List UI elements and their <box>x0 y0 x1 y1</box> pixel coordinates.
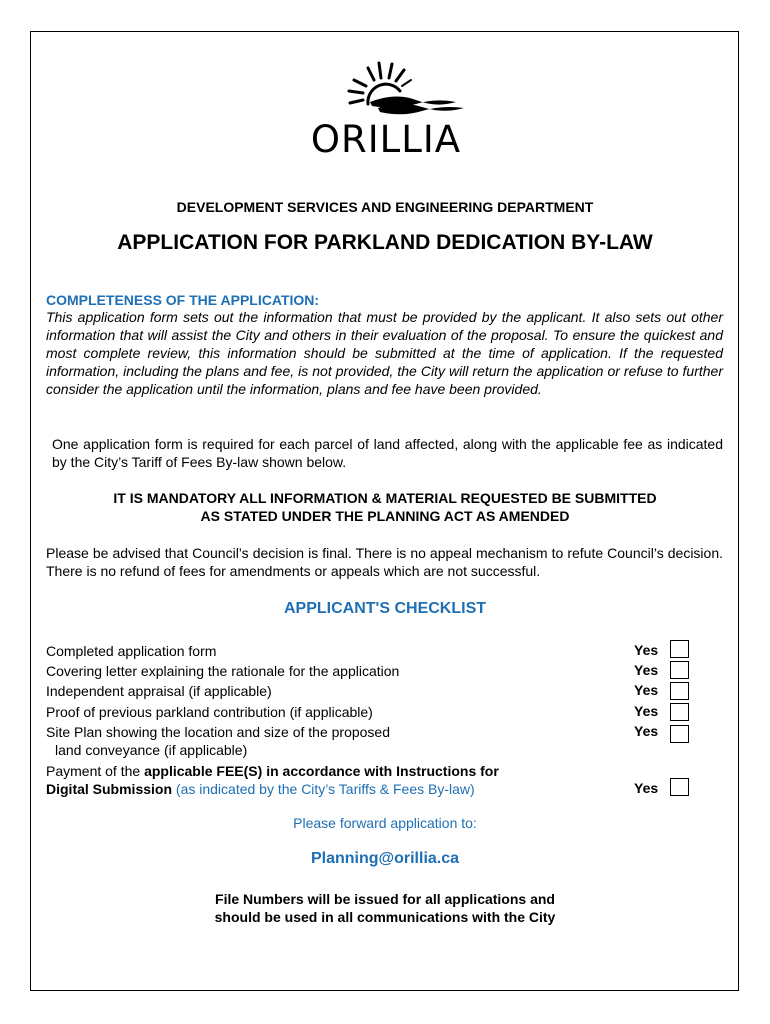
checklist-item-application-form: Completed application form <box>46 643 217 659</box>
yes-label: Yes <box>634 703 659 719</box>
payment-note: (as indicated by the City’s Tariffs & Fees By-law) <box>172 781 475 797</box>
file-numbers-line-1: File Numbers will be issued for all applications and <box>215 891 555 907</box>
yes-label: Yes <box>634 723 659 739</box>
yes-label: Yes <box>634 642 659 658</box>
checkbox-payment[interactable] <box>670 778 689 796</box>
mandatory-notice <box>0 489 770 525</box>
orillia-logo <box>296 58 476 161</box>
page-title: APPLICATION FOR PARKLAND DEDICATION BY-LAW <box>117 231 653 254</box>
file-numbers-notice <box>0 890 770 926</box>
logo-wordmark: ORILLIA <box>310 118 462 161</box>
department-name: DEVELOPMENT SERVICES AND ENGINEERING DEPARTMENT <box>176 199 594 215</box>
advised-text: Please be advised that Council’s decision is final. There is no appeal mechanism to refute Council’s decision. There is no refund of fees for amendments or appeals which are not successful. <box>46 545 723 579</box>
site-plan-line-2: land conveyance (if applicable) <box>55 742 248 758</box>
yes-label: Yes <box>634 780 659 796</box>
checklist-item-site-plan <box>46 723 390 759</box>
planning-email-link[interactable]: Planning@orillia.ca <box>310 850 460 867</box>
site-plan-line-1: Site Plan showing the location and size of the proposed <box>46 724 391 740</box>
checklist-item-covering-letter: Covering letter explaining the rationale for the application <box>46 663 400 679</box>
checklist-item-payment <box>46 762 499 798</box>
checkbox-site-plan[interactable] <box>670 725 689 743</box>
checkbox-application-form[interactable] <box>670 640 689 658</box>
checklist-item-appraisal: Independent appraisal (if applicable) <box>46 683 272 699</box>
payment-prefix: Payment of the <box>46 763 145 779</box>
yes-label: Yes <box>634 662 659 678</box>
checkbox-parkland-contribution[interactable] <box>670 703 689 721</box>
checklist-heading: APPLICANT'S CHECKLIST <box>283 600 487 617</box>
yes-label: Yes <box>634 682 659 698</box>
checkbox-appraisal[interactable] <box>670 682 689 700</box>
mandatory-line-1: IT IS MANDATORY ALL INFORMATION & MATERIAL REQUESTED BE SUBMITTED <box>113 490 657 506</box>
forward-text: Please forward application to: <box>293 815 477 831</box>
mandatory-line-2: AS STATED UNDER THE PLANNING ACT AS AMENDED <box>200 508 570 524</box>
sun-logo-icon <box>296 58 476 118</box>
completeness-body: This application form sets out the information that must be provided by the applicant. It also sets out other information that will assist the City and others in their evaluation of the proposal. To ensure the quickest and most complete review, this information should be submitted at the time of application. If the requested information, including the plans and fee, is not provided, the City will return the application or refuse to further consider the application until the information, plans and fee have been provided. <box>46 309 723 397</box>
checklist-item-parkland-contribution: Proof of previous parkland contribution (if applicable) <box>46 704 373 720</box>
payment-bold-2: Digital Submission <box>46 781 173 797</box>
checkbox-covering-letter[interactable] <box>670 661 689 679</box>
completeness-heading: COMPLETENESS OF THE APPLICATION: <box>46 292 320 308</box>
payment-bold: applicable FEE(S) in accordance with Instructions for <box>144 763 499 779</box>
one-application-text: One application form is required for each parcel of land affected, along with the applicable fee as indicated by the City’s Tariff of Fees By-law shown below. <box>52 436 723 470</box>
file-numbers-line-2: should be used in all communications with the City <box>214 909 556 925</box>
